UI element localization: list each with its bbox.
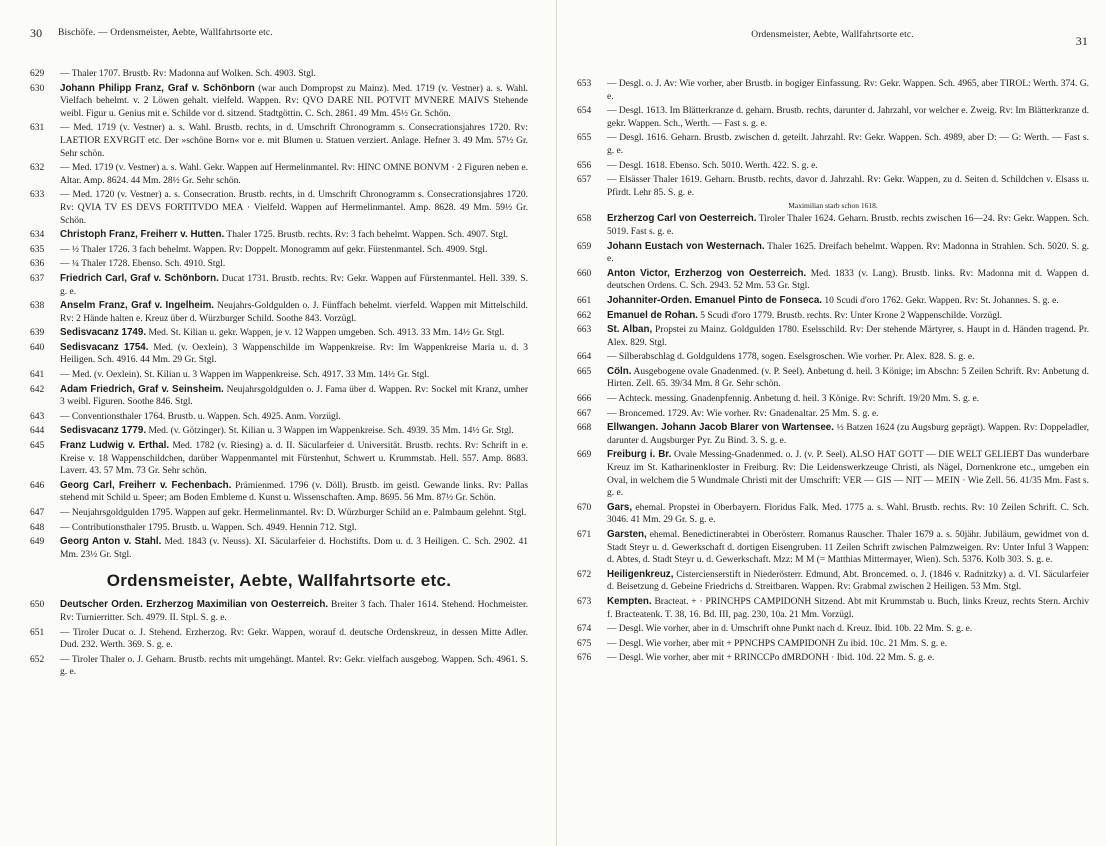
catalog-entry (30, 627, 528, 652)
running-header: Bischöfe. — Ordensmeister, Aebte, Wallfahrtsorte etc. (58, 28, 273, 38)
entry-description: — Desgl. o. J. Av: Wie vorher, aber Brustb. in bogiger Einfassung. Rv: Gekr. Wappen. Sch. 4965, aber TIROL: Werth. 374. G. e. (607, 79, 1089, 102)
lot-number: 665 (577, 366, 592, 377)
entry-heading: Erzherzog Carl von Oesterreich. (607, 213, 757, 225)
entry-description: (war auch Dompropst zu Mainz). Med. 1719 (v. Vestner) a. s. Wahl. Vielfach behelmt. v. 2 Löwen gehalt. vielfeld. Wappen. Rv: QVO DARE NIL POTVIT MVNERE MAIVS Stehende weibl. Figur u. Genius mit e. Schilde vor d. sitzend. Stadtgöttin. C. Sch. 2861. 49 Mm. 45½ Gr. Schön. (60, 83, 529, 119)
entry-description: — ½ Thaler 1726. 3 fach behelmt. Wappen. Rv: Doppelt. Monogramm auf gekr. Fürstenmantel. Sch. 4909. Stgl. (60, 244, 488, 255)
lot-number: 637 (30, 273, 45, 284)
entry-heading: Adam Friedrich, Graf v. Seinsheim. (60, 383, 224, 395)
entry-heading: Deutscher Orden. Erzherzog Maximilian von Oesterreich. (60, 599, 329, 611)
left-page-body (30, 68, 528, 681)
right-page (557, 0, 1106, 846)
catalog-entry (30, 654, 528, 679)
entry-description: Med. (v. Götzinger). St. Kilian u. 3 Wappen im Wappenkreise. Sch. 4939. 35 Mm. 14½ Gr. Stgl. (148, 426, 514, 437)
catalog-entry (30, 599, 528, 624)
entry-description: Med. 1782 (v. Riesing) a. d. II. Säcularfeier d. Universität. Brustb. rechts. Rv: Schrift in e. Kreise v. 18 Wappenschildchen, darüber Wappenmantel mit Fürstenhut, Schwert u. Krummstab. Hell. 557. Amp. 8683. Laverr. 43. 57 Mm. 73 Gr. Sehr schön. (60, 441, 528, 477)
catalog-entry (577, 502, 1089, 527)
catalog-entry (30, 300, 528, 325)
right-page-body (577, 78, 1089, 667)
lot-number: 670 (577, 502, 592, 513)
entry-description: — Desgl. 1616. Geharn. Brustb. zwischen d. geteilt. Jahrzahl. Rv: Gekr. Wappen. Sch. 4989, aber D: — G: Werth. — Fast s. g. e. (607, 133, 1089, 156)
catalog-entry (30, 229, 528, 242)
entry-description: — Desgl. 1618. Ebenso. Sch. 5010. Werth. 422. S. g. e. (607, 160, 818, 171)
lot-number: 658 (577, 214, 592, 225)
entry-description: Bracteat. + · PRINCHPS CAMPIDONH Sitzend. Abt mit Krummstab u. Buch, links Kreuz, rechts Stern. Archiv f. Bracteatenk. T. 38, 16. Bd. III, pag. 230, 10a. 21 Mm. Vorzügl. (607, 596, 1089, 620)
entry-heading: Emanuel de Rohan. (607, 309, 698, 321)
entry-description: — Med. 1719 (v. Vestner) a. s. Wahl. Gekr. Wappen auf Hermelinmantel. Rv: HINC OMNE BONVM · 2 Figuren neben e. Altar. Amp. 8624. 44 Mm. 28½ Gr. Sehr schön. (60, 163, 528, 186)
entry-heading: Heiligenkreuz, (607, 568, 674, 580)
entry-description: Cistercienserstift in Niederösterr. Edmund, Abt. Broncemed. o. J. (1846 v. Radnitzky) a. d. VI. Säcularfeier d. Beisetzung d. Gebeine Friedrichs d. Streitbaren. Wappen. Rv: Grabmal zwischen 2 Heiligen. 53 Mm. Stgl. (607, 569, 1090, 593)
lot-number: 655 (577, 133, 592, 144)
catalog-entry (30, 425, 528, 438)
entry-description: — Desgl. Wie vorher, aber mit + PPNCHPS CAMPIDONH Zu ibid. 10c. 21 Mm. S. g. e. (607, 638, 948, 649)
lot-number: 633 (30, 190, 45, 201)
entry-description: Neujahrsgoldgulden o. J. Fama über d. Wappen. Rv: Sockel mit Kranz, umher 3 weibl. Figuren. Soothe 846. Stgl. (60, 384, 529, 408)
lot-number: 635 (30, 244, 45, 255)
catalog-entry (30, 507, 528, 520)
entry-description: Med. 1843 (v. Neuss). XI. Säcularfeier d. Hochstifts. Dom u. d. 3 Heiligen. C. Sch. 2902. 41 Mm. 23½ Gr. Stgl. (60, 537, 529, 560)
lot-number: 640 (30, 342, 45, 353)
entry-description: — Contributionsthaler 1795. Brustb. u. Wappen. Sch. 4949. Hennin 712. Stgl. (60, 522, 357, 533)
lot-number: 638 (30, 301, 45, 312)
entry-heading: Georg Carl, Freiherr v. Fechenbach. (60, 479, 232, 491)
entry-description: Prämienmed. 1796 (v. Döll). Brustb. im geistl. Gewande links. Rv: Pallas stehend mit Schild u. Speer; am Boden Embleme d. Kunst u. Wissenschaften. Amp. 8695. 56 Mm. 87½ Gr. Schön. (60, 480, 529, 504)
entry-description: — ¼ Thaler 1728. Ebenso. Sch. 4910. Stgl. (60, 259, 226, 270)
catalog-entry (577, 213, 1089, 238)
catalog-entry (577, 638, 1089, 651)
catalog-entry (577, 569, 1089, 594)
catalog-entry (30, 244, 528, 257)
catalog-entry (30, 122, 528, 160)
lot-number: 636 (30, 259, 45, 270)
entry-description: ehemal. Propstei in Oberbayern. Floridus Falk. Med. 1775 a. s. Wahl. Brustb. rechts. Rv: 10 Zeilen Schrift. C. Sch. 3046. 41 Mm. 29 Gr. S. g. e. (607, 502, 1089, 526)
entry-description: — Conventionsthaler 1764. Brustb. u. Wappen. Sch. 4925. Anm. Vorzügl. (60, 411, 341, 422)
lot-number: 653 (577, 79, 592, 89)
lot-number: 649 (30, 537, 45, 548)
catalog-entry (577, 78, 1089, 103)
catalog-entry (30, 369, 528, 382)
page-number: 30 (30, 26, 43, 40)
entry-description: — Tiroler Ducat o. J. Stehend. Erzherzog. Rv: Gekr. Wappen, worauf d. deutsche Ordenskreuz, in dessen Mitte Adler. Dud. 232. Werth. 369. S. g. e. (60, 627, 528, 651)
catalog-entry (577, 408, 1089, 421)
lot-number: 647 (30, 508, 45, 518)
section-title: Ordensmeister, Aebte, Wallfahrtsorte etc. (106, 571, 452, 591)
entry-description: — Med. 1720 (v. Vestner) a. s. Consecration. Brustb. rechts, in d. Umschrift Chronogramm s. Consecrationsjahres 1720. Rv: QVIA TV ES DEVS FORTITVDO MEA · Vielfeld. Wappen auf Hermelinmantel. Amp. 8628. 49 Mm. 59½ Gr. Schön. (60, 190, 528, 226)
lot-number: 667 (577, 408, 592, 419)
entry-heading: Franz Ludwig v. Erthal. (60, 440, 170, 452)
catalog-entry (30, 480, 528, 505)
lot-number: 650 (30, 600, 45, 611)
entry-description: — Silberabschlag d. Goldguldens 1778, sogen. Eselsgroschen. Wie vorher. Pr. Alex. 828. S. g. e. (607, 352, 975, 363)
catalog-entry (577, 529, 1089, 567)
lot-number: 672 (577, 569, 592, 580)
entry-description: Thaler 1625. Dreifach behelmt. Wappen. Rv: Madonna in Strahlen. Sch. 5020. S. g. e. (607, 241, 1089, 265)
lot-number: 641 (30, 370, 45, 381)
catalog-entry (30, 68, 528, 81)
catalog-entry (577, 623, 1089, 636)
entry-heading: Johann Eustach von Westernach. (607, 240, 765, 252)
catalog-entry (30, 83, 528, 121)
lot-number: 656 (577, 160, 592, 171)
catalog-entry (30, 273, 528, 298)
catalog-entry (577, 324, 1089, 349)
entry-description: — Achteck. messing. Gnadenpfennig. Anbetung d. heil. 3 Könige. Rv: Schrift. 19/20 Mm. S. g. e. (607, 394, 980, 405)
entry-heading: Sedisvacanz 1749. (60, 327, 147, 339)
entry-description: — Broncemed. 1729. Av: Wie vorher. Rv: Gnadenaltar. 25 Mm. S. g. e. (607, 408, 879, 419)
lot-number: 668 (577, 423, 592, 434)
lot-number: 645 (30, 441, 45, 452)
lot-number: 629 (30, 69, 45, 79)
lot-number: 674 (577, 624, 592, 635)
entry-heading: Anton Victor, Erzherzog von Oesterreich. (607, 267, 807, 279)
catalog-entry (577, 174, 1089, 199)
catalog-entry (577, 351, 1089, 364)
catalog-entry (30, 258, 528, 271)
catalog-entry (577, 596, 1089, 621)
entry-heading: Cöln. (607, 365, 632, 377)
entry-description: Med. St. Kilian u. gekr. Wappen, je v. 12 Wappen umgeben. Sch. 4913. 33 Mm. 14½ Gr. Stgl. (148, 328, 505, 339)
entry-heading: Christoph Franz, Freiherr v. Hutten. (60, 229, 225, 241)
page-number: 31 (1075, 34, 1088, 48)
entry-description: 5 Scudi d'oro 1779. Brustb. rechts. Rv: Unter Krone 2 Wappenschilde. Vorzügl. (700, 310, 1003, 321)
footnote: Maximilian starb schon 1618. (788, 201, 878, 211)
catalog-entry (577, 393, 1089, 406)
lot-number: 664 (577, 352, 592, 363)
entry-list (577, 213, 1089, 665)
catalog-entry (30, 189, 528, 227)
entry-description: 10 Scudi d'oro 1762. Gekr. Wappen. Rv: St. Johannes. S. g. e. (824, 295, 1059, 306)
lot-number: 631 (30, 123, 45, 134)
catalog-entry (577, 160, 1089, 173)
catalog-entry (30, 440, 528, 478)
lot-number: 659 (577, 241, 592, 252)
entry-heading: St. Alban, (607, 324, 653, 336)
catalog-entry (577, 310, 1089, 323)
catalog-entry (30, 327, 528, 340)
entry-description: Med. 1833 (v. Lang). Brustb. links. Rv: Madonna mit d. Wappen d. deutschen Ordens. C. Sch. 2943. 52 Mm. 53 Gr. Stgl. (607, 268, 1090, 292)
entry-heading: Sedisvacanz 1754. (60, 341, 149, 353)
entry-description: — Desgl. Wie vorher, aber in d. Umschrift ohne Punkt nach d. Kreuz. Ibid. 10b. 22 Mm. S. g. e. (607, 624, 973, 635)
lot-number: 669 (577, 450, 592, 461)
entry-description: Ausgebogene ovale Gnadenmed. (v. P. Seel). Anbetung d. heil. 3 Könige; im Abschn: 5 Zeilen Schrift. Rv: Anbetung d. Hirten. Zell. 65. 39/34 Mm. 8 Gr. Sehr schön. (607, 366, 1089, 390)
lot-number: 632 (30, 163, 45, 174)
entry-description: — Neujahrsgoldgulden 1795. Wappen auf gekr. Hermelinmantel. Rv: D. Würzburger Schild an e. Palmbaum gelehnt. Stgl. (60, 508, 527, 518)
entry-description: Ovale Messing-Gnadenmed. o. J. (v. P. Seel). ALSO HAT GOTT — DIE WELT GELIEBT Das wunderbare Kreuz im St. Katharinenkloster in Freiburg. Rv: Die Leidenswerkzeuge Christi, als Nägel, Dornenkrone etc., umgeben ein Oval, in welchem die 5 Wundmale Christi mit der Umschrift: VER — GIS — NIT — MEIN · Wie Zell. 56. 41/35 Mm. Fast s. g. e. (607, 450, 1090, 499)
lot-number: 630 (30, 83, 45, 94)
entry-description: Propstei zu Mainz. Goldgulden 1780. Eselsschild. Rv: Der stehende Märtyrer, s. Haupt in d. Händen tragend. Pr. Alex. 829. Stgl. (607, 325, 1089, 348)
catalog-entry (577, 268, 1089, 293)
entry-list (30, 68, 528, 561)
entry-heading: Ellwangen. Johann Jacob Blarer von Wartensee. (607, 422, 834, 434)
entry-description: Med. (v. Oexlein). 3 Wappenschilde im Wappenkreise. Rv: Im Wappenkreise Maria u. d. 3 Heiligen. Sch. 4916. 44 Mm. 29 Gr. Stgl. (60, 342, 528, 366)
entry-description: — Thaler 1707. Brustb. Rv: Madonna auf Wolken. Sch. 4903. Stgl. (60, 69, 316, 79)
entry-description: Tiroler Thaler 1624. Geharn. Brustb. rechts zwischen 16—24. Rv: Gekr. Wappen. Sch. 5019. Fast s. g. e. (607, 214, 1089, 237)
catalog-entry (577, 449, 1089, 499)
lot-number: 661 (577, 295, 592, 306)
entry-heading: Anselm Franz, Graf v. Ingelheim. (60, 300, 215, 312)
catalog-entry (577, 422, 1089, 447)
entry-description: ehemal. Benedictinerabtei in Oberösterr. Romanus Rauscher. Thaler 1679 a. s. 50jähr. Jubiläum, gewidmet von d. Stadt Steyr u. d. Gewerkschaft d. dortigen Eisengruben. 11 Zeilen Schrift zwischen Palmzweigen. Rv: Unter Inful 3 Wappen: d. Abtes, d. Stadt Steyr u. d. Gewerkschaft. Mzz: M M (= Matthias Mittermayer, Wien). Sch. 5376. Kolb 303. S. g. e. (607, 530, 1089, 566)
entry-description: Breiter 3 fach. Thaler 1614. Stehend. Hochmeister. Rv: Turnierritter. Sch. 4979. II. Stpl. S. g. e. (60, 600, 528, 623)
lot-number: 651 (30, 627, 45, 638)
catalog-entry (577, 105, 1089, 130)
lot-number: 660 (577, 268, 592, 279)
lot-number: 675 (577, 638, 592, 649)
catalog-entry (577, 241, 1089, 266)
catalog-entry (30, 536, 528, 561)
lot-number: 654 (577, 106, 592, 117)
catalog-entry (577, 366, 1089, 391)
lot-number: 673 (577, 596, 592, 607)
entry-list (30, 599, 528, 679)
entry-heading: Sedisvacanz 1779. (60, 425, 147, 437)
lot-number: 676 (577, 653, 592, 664)
entry-description: Neujahrs-Goldgulden o. J. Fünffach behelmt. vierfeld. Wappen mit Mittelschild. Rv: 2 Hände halten e. Kreuz über d. Würzburger Schild. Soothe 843. Vorzügl. (60, 301, 528, 324)
lot-number: 634 (30, 230, 45, 241)
entry-description: — Med. (v. Oexlein). St. Kilian u. 3 Wappen im Wappenkreise. Sch. 4917. 33 Mm. 14½ Gr. Stgl. (60, 370, 430, 381)
entry-description: — Elsässer Thaler 1619. Geharn. Brustb. rechts, davor d. Jahrzahl. Rv: Gekr. Wappen, zu d. Seiten d. Schildchen v. Elsass u. Pfirdt. Lehr 85. S. g. e. (607, 175, 1089, 198)
entry-heading: Friedrich Carl, Graf v. Schönborn. (60, 272, 219, 284)
lot-number: 666 (577, 394, 592, 405)
entry-description: Ducat 1731. Brustb. rechts. Rv: Gekr. Wappen auf Fürstenmantel. Hell. 339. S. g. e. (60, 273, 528, 297)
lot-number: 657 (577, 175, 592, 186)
entry-description: — Med. 1719 (v. Vestner) a. s. Wahl. Brustb. rechts, in d. Umschrift Chronogramm s. Consecrationsjahres 1720. Rv: LAETIOR EXVRGIT etc. Der »schöne Born« vor e. mit Blumen u. Statuen verziert. Anlage. Hefner 3. 49 Mm. 57½ Gr. Sehr schön. (60, 123, 528, 159)
entry-heading: Garsten, (607, 529, 647, 540)
entry-heading: Johann Philipp Franz, Graf v. Schönborn (60, 82, 255, 94)
entry-heading: Gars, (607, 501, 633, 513)
lot-number: 646 (30, 480, 45, 491)
catalog-entry (30, 522, 528, 535)
entry-list (577, 78, 1089, 199)
lot-number: 663 (577, 325, 592, 336)
entry-description: — Desgl. Wie vorher, aber mit + RRINCCPo dMRDONH · Ibid. 10d. 22 Mm. S. g. e. (607, 653, 935, 664)
catalog-entry (30, 384, 528, 409)
entry-description: — Tiroler Thaler o. J. Geharn. Brustb. rechts mit umgehängt. Mantel. Rv: Gekr. vielfach ausgebog. Wappen. Sch. 4961. S. g. e. (60, 654, 528, 678)
catalog-entry (30, 411, 528, 424)
entry-heading: Kempten. (607, 595, 652, 607)
lot-number: 642 (30, 384, 45, 395)
lot-number: 662 (577, 310, 592, 321)
lot-number: 648 (30, 522, 45, 533)
lot-number: 652 (30, 654, 45, 665)
catalog-entry (30, 342, 528, 367)
catalog-entry (577, 652, 1089, 665)
lot-number: 643 (30, 411, 45, 422)
catalog-entry (577, 132, 1089, 157)
entry-description: ½ Batzen 1624 (zu Augsburg geprägt). Wappen. Rv: Doppeladler, darunter d. Augsburger Pyr. Zu Bind. 3. S. g. e. (607, 423, 1090, 446)
entry-heading: Georg Anton v. Stahl. (60, 536, 162, 548)
running-header: Ordensmeister, Aebte, Wallfahrtsorte etc. (751, 30, 914, 40)
lot-number: 671 (577, 530, 592, 540)
lot-number: 644 (30, 426, 45, 437)
entry-description: Thaler 1725. Brustb. rechts. Rv: 3 fach behelmt. Wappen. Sch. 4907. Stgl. (226, 230, 509, 241)
catalog-entry (577, 295, 1089, 308)
entry-heading: Freiburg i. Br. (607, 449, 672, 461)
entry-heading: Johanniter-Orden. Emanuel Pinto de Fonseca. (607, 294, 823, 306)
lot-number: 639 (30, 328, 45, 339)
entry-description: — Desgl. 1613. Im Blätterkranze d. geharn. Brustb. rechts, darunter d. Jahrzahl, vor welcher e. Zweig. Rv: Im Blätterkranze d. gekr. Wappen. Sch., Werth. — Fast s. g. e. (607, 106, 1089, 129)
catalog-entry (30, 162, 528, 187)
